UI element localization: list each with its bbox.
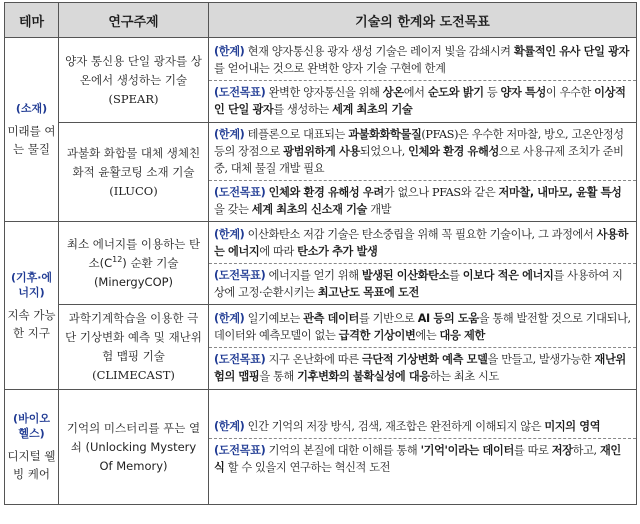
text: 일기예보는 <box>247 311 304 325</box>
header-topic: 연구주제 <box>59 3 209 38</box>
header-goal: 기술의 한계와 도전목표 <box>209 3 637 38</box>
text: 하고, <box>572 444 600 457</box>
text: 으로 사용규제 조치가 준비 중, 대체 물질 개발 필요 <box>214 145 624 175</box>
text-bold: 급격한 기상이변 <box>338 328 416 342</box>
limit-box <box>209 415 636 438</box>
text-bold: 양자 특성 <box>500 85 546 99</box>
text-bold: 세계 최초의 신소재 기술 <box>251 203 368 216</box>
text-bold: 순도와 밝기 <box>427 85 484 99</box>
topic-text: 최소 에너지를 이용하는 탄소(C <box>66 236 201 270</box>
limit-box <box>209 307 636 347</box>
theme-name: (소재) <box>15 102 48 115</box>
text-bold: 세계 최초의 기술 <box>332 102 413 116</box>
goal-tag: (도전목표) <box>214 352 266 366</box>
text: 를 기반으로 <box>359 311 418 325</box>
text: 되었으나, <box>359 145 409 158</box>
text-bold: 확률적인 유사 단일 광자 <box>513 44 630 58</box>
text: 가 없으나 PFAS와 같은 <box>383 186 499 199</box>
text-bold: 저장 <box>551 444 573 457</box>
text: 등 <box>483 85 501 99</box>
table-row <box>5 38 637 123</box>
text-bold: 인체와 환경 유해성 <box>408 145 499 158</box>
text: (PFAS)은 우수한 저마찰, 방오, 고온안정성 등의 장점으로 <box>214 128 624 158</box>
text: 이산화탄소 저감 기술은 탄소중립을 위해 꼭 필요한 기술이나, 그 과정에서 <box>247 227 597 241</box>
text: 을 통해 <box>259 369 298 383</box>
goal-box <box>209 180 636 221</box>
text: 를 사용하여 지상에 고정·순환시키는 <box>214 268 623 299</box>
text: 을 통해 발전할 것으로 기대되나, 데이터와 예측모델이 없는 <box>214 311 631 342</box>
table-row <box>5 305 637 390</box>
table-row <box>5 123 637 222</box>
limit-tag: (한계) <box>214 44 245 58</box>
goal-tag: (도전목표) <box>214 85 266 99</box>
text-bold: 관측 데이터 <box>303 311 360 325</box>
text-bold: 극단적 기상변화 예측 모델 <box>361 352 488 366</box>
text-bold: 재난위험의 맵핑 <box>214 352 626 383</box>
goal-cell <box>209 305 637 390</box>
table-header-row <box>5 3 637 38</box>
goal-cell <box>209 123 637 222</box>
text: 테플론으로 대표되는 <box>247 128 349 141</box>
text: 현재 양자통신용 광자 생성 기술은 레이저 빛을 감쇄시켜 <box>247 44 514 58</box>
limit-box <box>209 123 636 180</box>
text: 에서 <box>403 85 428 99</box>
theme-name: (기후·에너지) <box>10 270 53 299</box>
goal-tag: (도전목표) <box>214 268 266 282</box>
limit-box <box>209 40 636 80</box>
limit-tag: (한계) <box>214 227 245 241</box>
topic-cell: 기억의 미스터리를 푸는 열쇠 (Unlocking Mystery Of Memory) <box>59 390 209 505</box>
text: 완벽한 양자통신을 위해 <box>268 85 383 99</box>
text: 을 만들고, 발생가능한 <box>487 352 595 366</box>
topic-cell: 과학기계학습을 이용한 극단 기상변화 예측 및 재난위험 맵핑 기술(CLIMECAST) <box>59 305 209 390</box>
theme-cell-materials <box>5 38 59 222</box>
text-bold: 저마찰, 내마모, 윤활 특성 <box>498 186 622 199</box>
text: 하는 최초 시도 <box>429 369 499 383</box>
goal-tag: (도전목표) <box>214 186 266 199</box>
theme-subtitle: 지속 가능한 지구 <box>7 307 56 340</box>
text: 에 따라 <box>259 244 298 258</box>
text-bold: 재인식 <box>214 444 621 474</box>
text: 지구 온난화에 따른 <box>268 352 362 366</box>
theme-subtitle: 디지털 웰빙 케어 <box>7 449 56 481</box>
limit-box <box>209 223 636 263</box>
limit-tag: (한계) <box>214 420 245 433</box>
text: 할 수 있을지 연구하는 혁신적 도전 <box>224 461 391 474</box>
text-bold: 미지의 영역 <box>544 420 601 433</box>
text-bold: 상온 <box>382 85 404 99</box>
topic-cell: 양자 통신용 단일 광자를 상온에서 생성하는 기술(SPEAR) <box>59 38 209 123</box>
goal-box <box>209 438 636 479</box>
topic-superscript: 12 <box>112 254 123 264</box>
text-bold: AI 등의 도움 <box>417 311 479 325</box>
topic-cell: 과불화 화합물 대체 생체친화적 윤활코팅 소재 기술(ILUCO) <box>59 123 209 222</box>
text: 이 우수한 <box>545 85 595 99</box>
topic-text: ) 순환 기술 (MinergyCOP) <box>93 255 179 289</box>
text: 를 <box>449 268 463 282</box>
text: 에너지를 얻기 위해 <box>268 268 362 282</box>
limit-tag: (한계) <box>214 311 245 325</box>
text: 개발 <box>367 203 392 216</box>
table-row <box>5 222 637 305</box>
text: 에는 <box>415 328 440 342</box>
text-bold: 발생된 이산화탄소 <box>361 268 450 282</box>
text: 을 갖는 <box>214 203 252 216</box>
goal-cell <box>209 390 637 505</box>
theme-name: (바이오 헬스) <box>13 412 50 440</box>
text-bold: 최고난도 목표에 도전 <box>317 285 419 299</box>
text-bold: 인체와 환경 유해성 우려 <box>268 186 384 199</box>
theme-subtitle: 미래를 여는 물질 <box>7 124 56 156</box>
text-bold: '기억'이라는 데이터 <box>420 444 514 457</box>
theme-cell-climate <box>5 222 59 390</box>
table-row <box>5 390 637 505</box>
text: 인간 기억의 저장 방식, 검색, 재조합은 완전하게 이해되지 않은 <box>247 420 545 433</box>
text-bold: 대응 제한 <box>439 328 485 342</box>
text: 기억의 본질에 대한 이해를 통해 <box>268 444 421 457</box>
goal-cell <box>209 38 637 123</box>
text-bold: 광범위하게 사용 <box>283 145 360 158</box>
text-bold: 탄소가 추가 발생 <box>297 244 378 258</box>
goal-box <box>209 347 636 388</box>
text-bold: 사용하는 에너지 <box>214 227 629 258</box>
topic-cell <box>59 222 209 305</box>
goal-box <box>209 263 636 304</box>
text-bold: 이보다 적은 에너지 <box>462 268 554 282</box>
goal-box <box>209 80 636 121</box>
text-bold: 기후변화의 불확실성에 대응 <box>297 369 430 383</box>
text: 를 생성하는 <box>273 102 333 116</box>
research-topics-table <box>4 2 637 505</box>
text: 를 따로 <box>513 444 552 457</box>
goal-tag: (도전목표) <box>214 444 266 457</box>
theme-cell-biohealth <box>5 390 59 505</box>
header-theme: 테마 <box>5 3 59 38</box>
limit-tag: (한계) <box>214 128 245 141</box>
text: 를 얻어내는 것으로 완벽한 양자 기술 구현에 한계 <box>214 61 446 75</box>
goal-cell <box>209 222 637 305</box>
text-bold: 이상적인 단일 광자 <box>214 85 626 116</box>
text-bold: 과불화화학물질 <box>348 128 422 141</box>
